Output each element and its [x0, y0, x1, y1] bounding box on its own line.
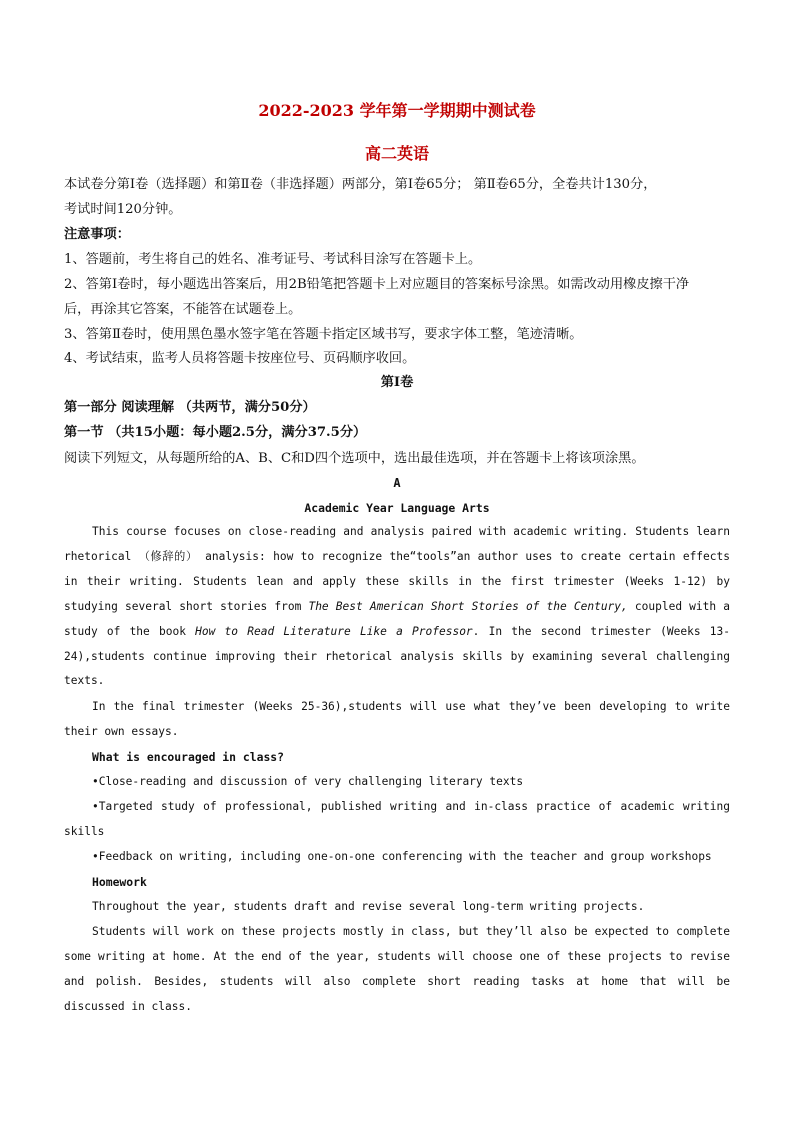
book-title: The Best American Short Stories of the Century,	[308, 599, 628, 613]
notes-heading: 注意事项：	[64, 227, 130, 242]
paragraph-text: . In the second trimester (Weeks 13-24),students continue improving their rhetorical analysis skills by examining several challenging texts.	[64, 624, 730, 688]
passage-paragraph: Students will work on these projects mostly in class, but they’ll also be expected to complete some writing at home. At the end of the year, students will choose one of these projects to revise and polish. Besides, students will also complete short reading tasks at home that will be discussed in class.	[64, 925, 730, 1013]
paragraph-text: coupled with a study of the book	[64, 599, 730, 638]
passage-paragraph: In the final trimester (Weeks 25-36),students will use what they’ve been developing to write their own essays.	[64, 700, 730, 738]
paragraph-text: This course focuses on close-reading and analysis paired with academic writing. Students learn rhetorical （修辞的） analysis: how to recognize the“tools”an author uses to create certain effects in their writing. Students lean and apply these skills in the first trimester (Weeks 1-12) by studying several short stories from	[64, 525, 730, 613]
bullet-item: •Close-reading and discussion of very challenging literary texts	[92, 775, 524, 788]
bullet-item: •Targeted study of professional, published writing and in-class practice of academic writing skills	[64, 800, 730, 838]
volume-heading: 第Ⅰ卷	[380, 375, 414, 390]
part-heading: 第一部分 阅读理解 （共两节，满分50分）	[64, 400, 316, 415]
note-item: 4、考试结束，监考人员将答题卡按座位号、页码顺序收回。	[64, 351, 416, 366]
passage-paragraph: Throughout the year, students draft and revise several long-term writing projects.	[92, 900, 645, 913]
exam-intro: 本试卷分第Ⅰ卷（选择题）和第Ⅱ卷（非选择题）两部分，第Ⅰ卷65分； 第Ⅱ卷65分，全卷共计130分，	[64, 177, 657, 192]
exam-subject: 高二英语	[364, 144, 429, 163]
section-heading: 第一节 （共15小题：每小题2.5分，满分37.5分）	[64, 425, 367, 440]
bullet-item: •Feedback on writing, including one-on-one conferencing with the teacher and group workshops	[92, 850, 712, 863]
note-item: 3、答第Ⅱ卷时，使用黑色墨水签字笔在答题卡指定区域书写，要求字体工整，笔迹清晰。	[64, 327, 583, 342]
book-title: How to Read Literature Like a Professor	[195, 624, 473, 638]
passage-label: A	[393, 476, 401, 490]
note-item: 1、答题前，考生将自己的姓名、准考证号、考试科目涂写在答题卡上。	[64, 252, 482, 267]
homework-heading: Homework	[92, 875, 147, 889]
passage-paragraph	[64, 520, 730, 694]
passage-title: Academic Year Language Arts	[304, 501, 490, 515]
section-instruction: 阅读下列短文，从每题所给的A、B、C和D四个选项中，选出最佳选项，并在答题卡上将该项涂黑。	[64, 451, 645, 466]
note-item: 后，再涂其它答案，不能答在试题卷上。	[64, 302, 302, 317]
exam-title: 2022-2023 学年第一学期期中测试卷	[258, 101, 536, 120]
note-item: 2、答第Ⅰ卷时，每小题选出答案后，用2B铅笔把答题卡上对应题目的答案标号涂黑。如需改动用橡皮擦干净	[64, 277, 690, 292]
exam-intro-line2: 考试时间120分钟。	[64, 202, 182, 217]
encouraged-heading: What is encouraged in class?	[92, 750, 285, 764]
